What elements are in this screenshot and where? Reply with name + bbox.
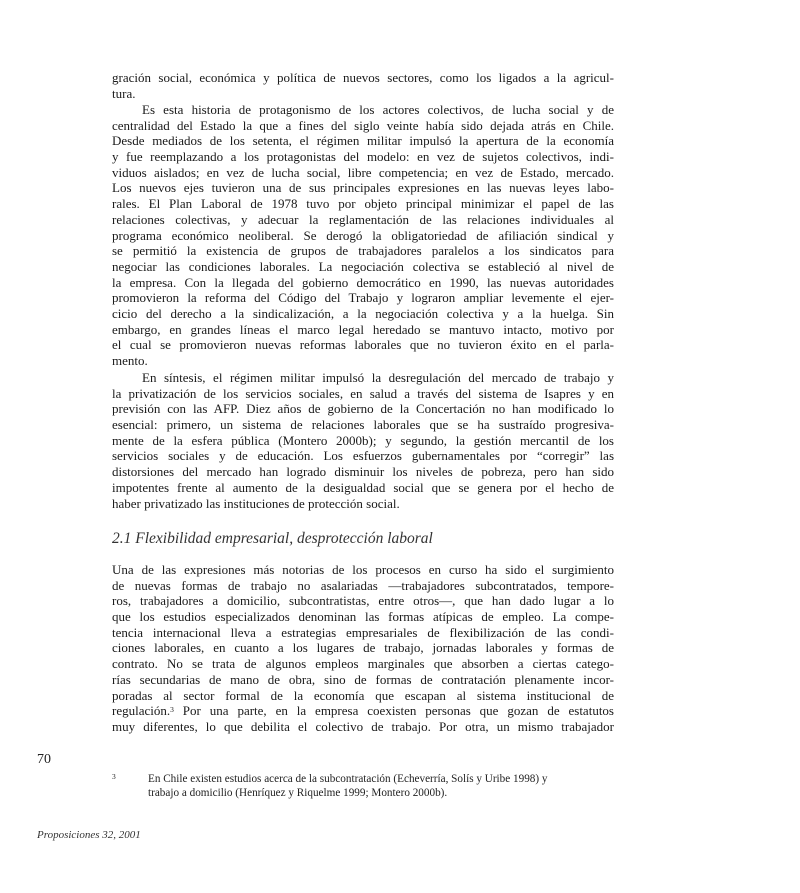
footnote-line: trabajo a domicilio (Henríquez y Riquelme 1999; Montero 2000b). [148, 787, 448, 799]
text-line: negociar las condiciones laborales. La negociación colectiva se estableció al nivel de [112, 258, 614, 274]
text-line: haber privatizado las instituciones de protección social. [112, 495, 400, 511]
text-line: relaciones colectivas, y adecuar la reglamentación de las relaciones individuales al [112, 211, 614, 227]
text-line: tencia internacional lleva a estrategias empresariales de flexibilización de las condi- [112, 624, 614, 640]
text-line: Una de las expresiones más notorias de los procesos en curso ha sido el surgimiento [112, 562, 614, 577]
footnote-marker: 3 [112, 772, 116, 781]
text-line: esencial: primero, un sistema de relaciones laborales que se ha sustraído progresiva- [112, 417, 614, 433]
paragraph-4 [112, 562, 614, 735]
text-line: embargo, en grandes líneas el marco legal heredado se mantuvo intacto, motivo por [112, 321, 614, 337]
text-line: Los nuevos ejes tuvieron una de sus principales expresiones en las nuevas leyes labo- [112, 180, 614, 196]
text-line: poradas al sector formal de la economía que escapan al sistema institucional de [112, 687, 614, 703]
text-line: servicios sociales y de educación. Los esfuerzos gubernamentales por “corregir” las [112, 448, 614, 464]
paragraph-1 [112, 70, 614, 101]
text-line: contrato. No se trata de algunos empleos marginales que absorben a ciertas catego- [112, 656, 614, 672]
text-line-with-footnote-ref [112, 703, 614, 719]
text-segment: regulación. [112, 703, 171, 719]
paragraph-3 [112, 370, 614, 511]
text-line: que los estudios especializados denominan las formas atípicas de empleo. La compe- [112, 609, 614, 625]
text-line: rales. El Plan Laboral de 1978 tuvo por objeto principal minimizar el papel de las [112, 196, 614, 212]
footnote-line: En Chile existen estudios acerca de la subcontratación (Echeverría, Solís y Uribe 1998) y [148, 773, 548, 785]
footnote [112, 772, 614, 800]
text-line: programa económico neoliberal. Se derogó la obligatoriedad de afiliación sindical y [112, 227, 614, 243]
footnote-reference[interactable]: 3 [170, 705, 174, 715]
text-line: ros, trabajadores a domicilio, subcontratistas, entre otros—, que han dado lugar a lo [112, 593, 614, 609]
text-line: tura. [112, 85, 136, 101]
text-line: mente de la esfera pública (Montero 2000b); y segundo, la gestión mercantil de los [112, 432, 614, 448]
text-line: viduos aislados; en vez de lucha social, libre competencia; en vez de Estado, mercado. [112, 164, 614, 180]
text-line: Desde mediados de los setenta, el régimen militar impulsó la apertura de la economía [112, 133, 614, 149]
text-line: gración social, económica y política de nuevos sectores, como los ligados a la agricul- [112, 70, 614, 85]
text-line: promovieron la reforma del Código del Trabajo y lograron ampliar levemente el ejer- [112, 290, 614, 306]
paragraph-2 [112, 102, 614, 369]
text-line: muy diferentes, lo que debilita el colectivo de trabajo. Por otra, un mismo trabajador [112, 718, 614, 734]
text-line: la privatización de los servicios sociales, en salud a través del sistema de Isapres y en [112, 385, 614, 401]
text-segment: Por una parte, en la empresa coexisten personas que gozan de estatutos [173, 703, 614, 719]
text-line: En síntesis, el régimen militar impulsó la desregulación del mercado de trabajo y [142, 370, 614, 385]
text-line: el cual se promovieron nuevas reformas laborales que no tuvieron éxito en el parla- [112, 337, 614, 353]
text-line: mento. [112, 353, 148, 368]
running-footer: Proposiciones 32, 2001 [37, 829, 141, 841]
text-line: ciones laborales, en cuanto a los lugares de trabajo, jornadas laborales y formas de [112, 640, 614, 656]
text-line: impotentes frente al aumento de la desigualdad social que se genera por el hecho de [112, 479, 614, 495]
text-line: cicio del derecho a la sindicalización, a la negociación colectiva y a la huelga. Sin [112, 305, 614, 321]
section-heading: 2.1 Flexibilidad empresarial, desprotección laboral [112, 530, 433, 547]
page-number: 70 [37, 752, 51, 767]
text-line: y fue reemplazando a los protagonistas del modelo: en vez de sujetos colectivos, indi- [112, 149, 614, 165]
text-line: previsión con las AFP. Diez años de gobierno de la Concertación no han modificado lo [112, 401, 614, 417]
text-line: Es esta historia de protagonismo de los actores colectivos, de lucha social y de [142, 102, 614, 117]
text-line: centralidad del Estado la que a fines del siglo veinte había sido dejada atrás en Chile. [112, 117, 614, 133]
text-line: la empresa. Con la llegada del gobierno democrático en 1990, las nuevas autoridades [112, 274, 614, 290]
text-line: se permitió la existencia de grupos de trabajadores paralelos a los sindicatos para [112, 243, 614, 259]
text-line: de nuevas formas de trabajo no asalariadas —trabajadores subcontratados, tempore- [112, 577, 614, 593]
text-line: distorsiones del mercado han logrado disminuir los niveles de pobreza, pero han sido [112, 464, 614, 480]
text-line: rías secundarias de mano de obra, sino de formas de contratación plenamente incor- [112, 671, 614, 687]
